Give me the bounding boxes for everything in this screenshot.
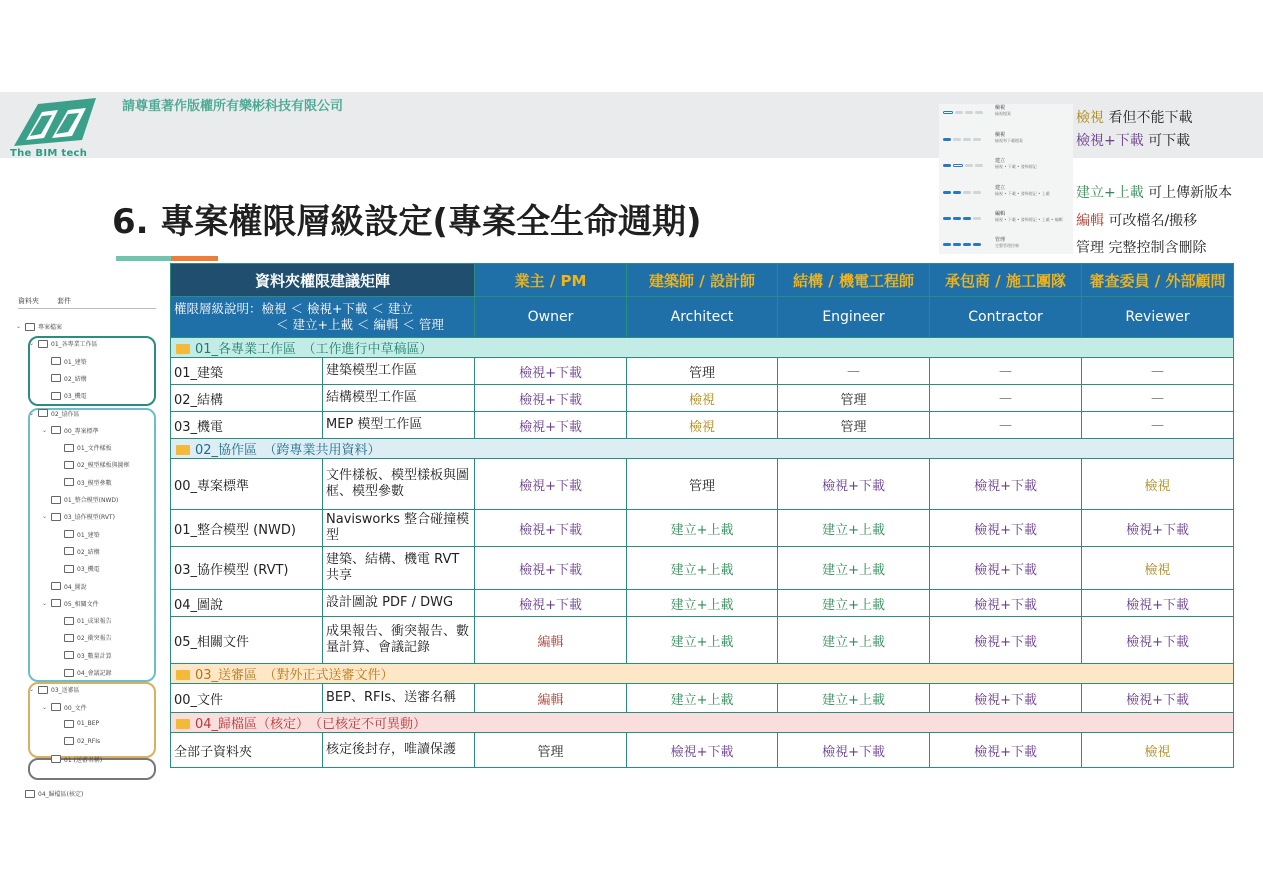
permission-cell: 檢視+下載: [930, 617, 1082, 664]
tree-node-label: 01_建築: [77, 531, 100, 539]
folder-desc-cell: 文件樣板、模型樣板與圖框、模型參數: [323, 459, 475, 510]
legend-text-view-download: 檢視+下載 可下載: [1076, 133, 1191, 149]
permission-cell: 檢視+下載: [475, 385, 627, 412]
legend-level-row: 管理 完整管理控制: [943, 236, 1071, 256]
permission-matrix: [170, 263, 1234, 768]
table-row: [171, 412, 1234, 439]
folder-icon: [64, 547, 74, 555]
table-row: [171, 684, 1234, 713]
tree-node[interactable]: [29, 409, 80, 418]
legend-level-row: 檢視 檢視檔案: [943, 104, 1071, 124]
permission-cell: 管理: [778, 412, 930, 439]
folder-icon: [51, 426, 61, 434]
tree-node[interactable]: [55, 530, 100, 539]
folder-icon: [176, 670, 190, 680]
folder-name-cell: 00_專案標準: [171, 459, 323, 510]
tree-node-label: 01_各專業工作區: [51, 341, 98, 349]
logo-text: The BIM tech: [10, 148, 88, 159]
folder-icon: [51, 582, 61, 590]
tree-node-label: 01_成果報告: [77, 618, 112, 626]
permission-cell: 檢視: [1082, 547, 1234, 590]
table-row: [171, 358, 1234, 385]
tree-node[interactable]: [16, 322, 62, 331]
tree-node[interactable]: [55, 651, 112, 660]
tree-tabs: [18, 296, 89, 306]
table-row: [171, 459, 1234, 510]
permission-cell: 檢視: [1082, 733, 1234, 768]
chevron-down-icon[interactable]: ⌄: [29, 686, 35, 694]
tree-tab-divider: [18, 308, 156, 309]
permission-cell: —: [1082, 412, 1234, 439]
folder-name-cell: 全部子資料夾: [171, 733, 323, 768]
tree-node[interactable]: [42, 599, 99, 608]
folder-icon: [64, 634, 74, 642]
folder-name-cell: 02_結構: [171, 385, 323, 412]
role-header-contractor: 承包商 / 施工團隊: [930, 264, 1082, 297]
role-en-architect: Architect: [627, 297, 778, 338]
tree-node[interactable]: [42, 582, 87, 591]
role-header-owner: 業主 / PM: [475, 264, 627, 297]
tree-node[interactable]: [42, 755, 102, 764]
folder-icon: [38, 409, 48, 417]
legend-level-row: 建立 檢視 • 下載 • 發佈標記 • 上載: [943, 184, 1071, 204]
chevron-down-icon[interactable]: ⌄: [29, 340, 35, 348]
tree-node[interactable]: [55, 460, 130, 469]
tab-folders[interactable]: 資料夾: [18, 297, 39, 305]
folder-icon: [51, 599, 61, 607]
tree-node-label: 03_數量計算: [77, 652, 112, 660]
permission-cell: 建立+上載: [627, 590, 778, 617]
section-title: 04_歸檔區（核定） （已核定不可異動）: [195, 717, 427, 732]
folder-icon: [51, 703, 61, 711]
permission-cell: 檢視+下載: [475, 547, 627, 590]
folder-name-cell: 01_整合模型 (NWD): [171, 510, 323, 547]
folder-icon: [38, 340, 48, 348]
folder-icon: [176, 719, 190, 729]
tree-node[interactable]: [42, 495, 118, 504]
folder-icon: [176, 445, 190, 455]
folder-icon: [176, 344, 190, 354]
folder-desc-cell: 建築、結構、機電 RVT 共享: [323, 547, 475, 590]
tree-node[interactable]: [55, 547, 100, 556]
title-underline-accent: [171, 256, 218, 261]
section-title: 03_送審區 （對外正式送審文件）: [195, 668, 394, 683]
role-header-architect: 建築師 / 設計師: [627, 264, 778, 297]
tree-node-label: 03_模型參數: [77, 479, 112, 487]
permission-legend-screenshot: [939, 104, 1073, 254]
folder-icon: [64, 565, 74, 573]
folder-icon: [51, 755, 61, 763]
permission-cell: 檢視+下載: [930, 590, 1082, 617]
permission-cell: 建立+上載: [627, 547, 778, 590]
permission-cell: 檢視+下載: [1082, 684, 1234, 713]
tree-node-label: 01_建築: [64, 358, 87, 366]
permission-cell: 檢視+下載: [475, 358, 627, 385]
permission-cell: 檢視+下載: [475, 412, 627, 439]
tree-node[interactable]: [55, 564, 100, 573]
tree-node-label: 00_專案標準: [64, 427, 99, 435]
tree-node-label: 01_BEP: [77, 720, 100, 728]
tree-node-label: 02_模型樣板與圖框: [77, 462, 130, 470]
tree-node[interactable]: [42, 357, 87, 366]
permission-cell: 檢視+下載: [1082, 590, 1234, 617]
tree-node[interactable]: [42, 426, 99, 435]
folder-desc-cell: 設計圖說 PDF / DWG: [323, 590, 475, 617]
permission-cell: 檢視+下載: [930, 459, 1082, 510]
permission-cell: —: [1082, 385, 1234, 412]
section-header: [171, 439, 1234, 459]
title-underline: [116, 256, 171, 261]
legend-text-create-upload: 建立+上載 可上傳新版本: [1076, 185, 1233, 201]
folder-icon: [64, 530, 74, 538]
tree-node[interactable]: [42, 374, 87, 383]
folder-icon: [51, 357, 61, 365]
matrix-title: 資料夾權限建議矩陣: [171, 264, 475, 297]
tree-node[interactable]: [55, 478, 112, 487]
permission-cell: 檢視: [1082, 459, 1234, 510]
folder-icon: [64, 478, 74, 486]
tree-node-label: 03_機電: [77, 566, 100, 574]
tree-node[interactable]: [55, 720, 99, 728]
folder-name-cell: 01_建築: [171, 358, 323, 385]
folder-name-cell: 04_圖說: [171, 590, 323, 617]
tree-node-label: 00_文件: [64, 704, 87, 712]
tree-node-label: 02_RFIs: [77, 737, 101, 745]
tree-node-label: 03_協作模型(RVT): [64, 514, 115, 522]
permission-cell: 檢視+下載: [627, 733, 778, 768]
folder-desc-cell: Navisworks 整合碰撞模型: [323, 510, 475, 547]
tree-node[interactable]: [55, 443, 112, 452]
chevron-down-icon[interactable]: ⌄: [16, 323, 22, 330]
permission-cell: 建立+上載: [778, 547, 930, 590]
permission-cell: 檢視+下載: [930, 510, 1082, 547]
legend-level-row: 編輯 檢視 • 下載 • 發佈標記 • 上載 • 編輯: [943, 210, 1071, 230]
folder-icon: [64, 651, 74, 659]
folder-icon: [25, 790, 35, 798]
folder-tree-screenshot: [14, 296, 160, 799]
permission-cell: 編輯: [475, 617, 627, 664]
permission-cell: 檢視: [627, 412, 778, 439]
tree-node-label: 02_衝突報告: [77, 635, 112, 643]
permission-cell: 編輯: [475, 684, 627, 713]
tree-node-label: 04_歸檔區(核定): [38, 791, 84, 799]
tab-packages[interactable]: 套件: [57, 297, 71, 305]
folder-icon: [64, 617, 74, 625]
folder-desc-cell: 核定後封存，唯讀保護: [323, 733, 475, 768]
permission-cell: 檢視+下載: [778, 459, 930, 510]
permission-cell: 檢視+下載: [1082, 510, 1234, 547]
tree-node[interactable]: [55, 737, 100, 745]
tree-node-label: 專案檔案: [38, 324, 63, 331]
permission-cell: 建立+上載: [627, 510, 778, 547]
folder-icon: [38, 686, 48, 694]
role-header-engineer: 結構 / 機電工程師: [778, 264, 930, 297]
permission-cell: 建立+上載: [778, 510, 930, 547]
folder-name-cell: 00_文件: [171, 684, 323, 713]
legend-text-edit: 編輯 可改檔名/搬移: [1076, 213, 1198, 229]
section-header: [171, 338, 1234, 358]
chevron-down-icon[interactable]: ⌄: [42, 513, 48, 521]
tree-node[interactable]: [55, 668, 112, 677]
permission-cell: 管理: [627, 358, 778, 385]
tree-node[interactable]: [29, 339, 98, 348]
role-en-engineer: Engineer: [778, 297, 930, 338]
permission-cell: —: [930, 358, 1082, 385]
permission-cell: 管理: [778, 385, 930, 412]
tree-node[interactable]: [29, 685, 80, 694]
permission-cell: —: [778, 358, 930, 385]
folder-desc-cell: BEP、RFIs、送審名稱: [323, 684, 475, 713]
tree-node-label: 05_相關文件: [64, 600, 99, 608]
chevron-down-icon[interactable]: ⌄: [42, 703, 48, 711]
section-title: 01_各專業工作區 （工作進行中草稿區）: [195, 342, 433, 357]
legend-level-row: 檢視 檢視和下載檔案: [943, 131, 1071, 151]
tree-node-label: 03_送審區: [51, 687, 80, 695]
role-en-contractor: Contractor: [930, 297, 1082, 338]
permission-cell: 管理: [627, 459, 778, 510]
folder-desc-cell: 成果報告、衝突報告、數量計算、會議記錄: [323, 617, 475, 664]
tree-node[interactable]: [16, 789, 83, 798]
permission-cell: 建立+上載: [627, 617, 778, 664]
role-en-reviewer: Reviewer: [1082, 297, 1234, 338]
table-row: [171, 547, 1234, 590]
folder-desc-cell: MEP 模型工作區: [323, 412, 475, 439]
permission-cell: 檢視+下載: [475, 459, 627, 510]
section-header: [171, 664, 1234, 684]
legend-text-view: 檢視 看但不能下載: [1076, 110, 1193, 126]
level-description: 權限層級說明：檢視 ＜ 檢視+下載 ＜ 建立 ＜ 建立+上載 ＜ 編輯 ＜ 管理: [171, 297, 475, 338]
copyright-notice: 請尊重著作版權所有樂彬科技有限公司: [122, 99, 344, 114]
table-row: [171, 590, 1234, 617]
role-en-owner: Owner: [475, 297, 627, 338]
tree-node-label: 01_文件樣板: [77, 445, 112, 453]
permission-cell: 管理: [475, 733, 627, 768]
permission-cell: 檢視+下載: [475, 510, 627, 547]
folder-name-cell: 03_協作模型 (RVT): [171, 547, 323, 590]
folder-desc-cell: 結構模型工作區: [323, 385, 475, 412]
permission-cell: 建立+上載: [778, 590, 930, 617]
table-row: [171, 385, 1234, 412]
section-title: 02_協作區 （跨專業共用資料）: [195, 443, 381, 458]
tree-node-label: 03_機電: [64, 393, 87, 401]
permission-cell: 檢視+下載: [930, 733, 1082, 768]
tree-node[interactable]: [42, 512, 115, 521]
tree-node[interactable]: [42, 703, 87, 712]
permission-cell: —: [930, 385, 1082, 412]
folder-icon: [51, 392, 61, 400]
table-row: [171, 617, 1234, 664]
page-title: 6. 專案權限層級設定(專案全生命週期): [112, 202, 702, 242]
tree-node[interactable]: [55, 616, 112, 625]
permission-cell: —: [1082, 358, 1234, 385]
folder-icon: [64, 444, 74, 452]
permission-cell: 檢視+下載: [1082, 617, 1234, 664]
tree-node-label: 02_協作區: [51, 410, 80, 418]
tree-node-label: 01 (送審名稱): [64, 756, 103, 764]
permission-cell: 檢視+下載: [475, 590, 627, 617]
folder-icon: [25, 323, 35, 331]
tree-node-label: 04_圖說: [64, 583, 87, 591]
tree-node-label: 04_會議記錄: [77, 670, 112, 677]
folder-icon: [51, 374, 61, 382]
chevron-down-icon[interactable]: ⌄: [42, 599, 48, 607]
legend-level-row: 建立 檢視 • 下載 • 發佈標記: [943, 157, 1071, 177]
permission-cell: 檢視: [627, 385, 778, 412]
table-row: [171, 510, 1234, 547]
permission-cell: 檢視+下載: [930, 684, 1082, 713]
folder-icon: [64, 461, 74, 469]
tree-node[interactable]: [42, 391, 87, 400]
role-header-reviewer: 審查委員 / 外部顧問: [1082, 264, 1234, 297]
permission-cell: 建立+上載: [778, 684, 930, 713]
permission-cell: 建立+上載: [778, 617, 930, 664]
folder-name-cell: 03_機電: [171, 412, 323, 439]
folder-icon: [51, 513, 61, 521]
folder-icon: [64, 737, 74, 745]
tree-node-label: 02_結構: [64, 375, 87, 383]
tree-node-label: 02_結構: [77, 548, 100, 556]
folder-icon: [64, 669, 74, 677]
chevron-down-icon[interactable]: ⌄: [29, 409, 35, 417]
chevron-down-icon[interactable]: ⌄: [42, 426, 48, 434]
permission-cell: 建立+上載: [627, 684, 778, 713]
legend-text-manage: 管理 完整控制含刪除: [1076, 240, 1207, 256]
tree-node[interactable]: [55, 633, 112, 642]
folder-name-cell: 05_相關文件: [171, 617, 323, 664]
permission-cell: —: [930, 412, 1082, 439]
permission-cell: 檢視+下載: [930, 547, 1082, 590]
permission-cell: 檢視+下載: [778, 733, 930, 768]
table-row: [171, 733, 1234, 768]
tree-node-label: 01_整合模型(NWD): [64, 497, 119, 504]
folder-desc-cell: 建築模型工作區: [323, 358, 475, 385]
folder-icon: [51, 496, 61, 504]
section-header: [171, 713, 1234, 733]
folder-icon: [64, 720, 74, 728]
